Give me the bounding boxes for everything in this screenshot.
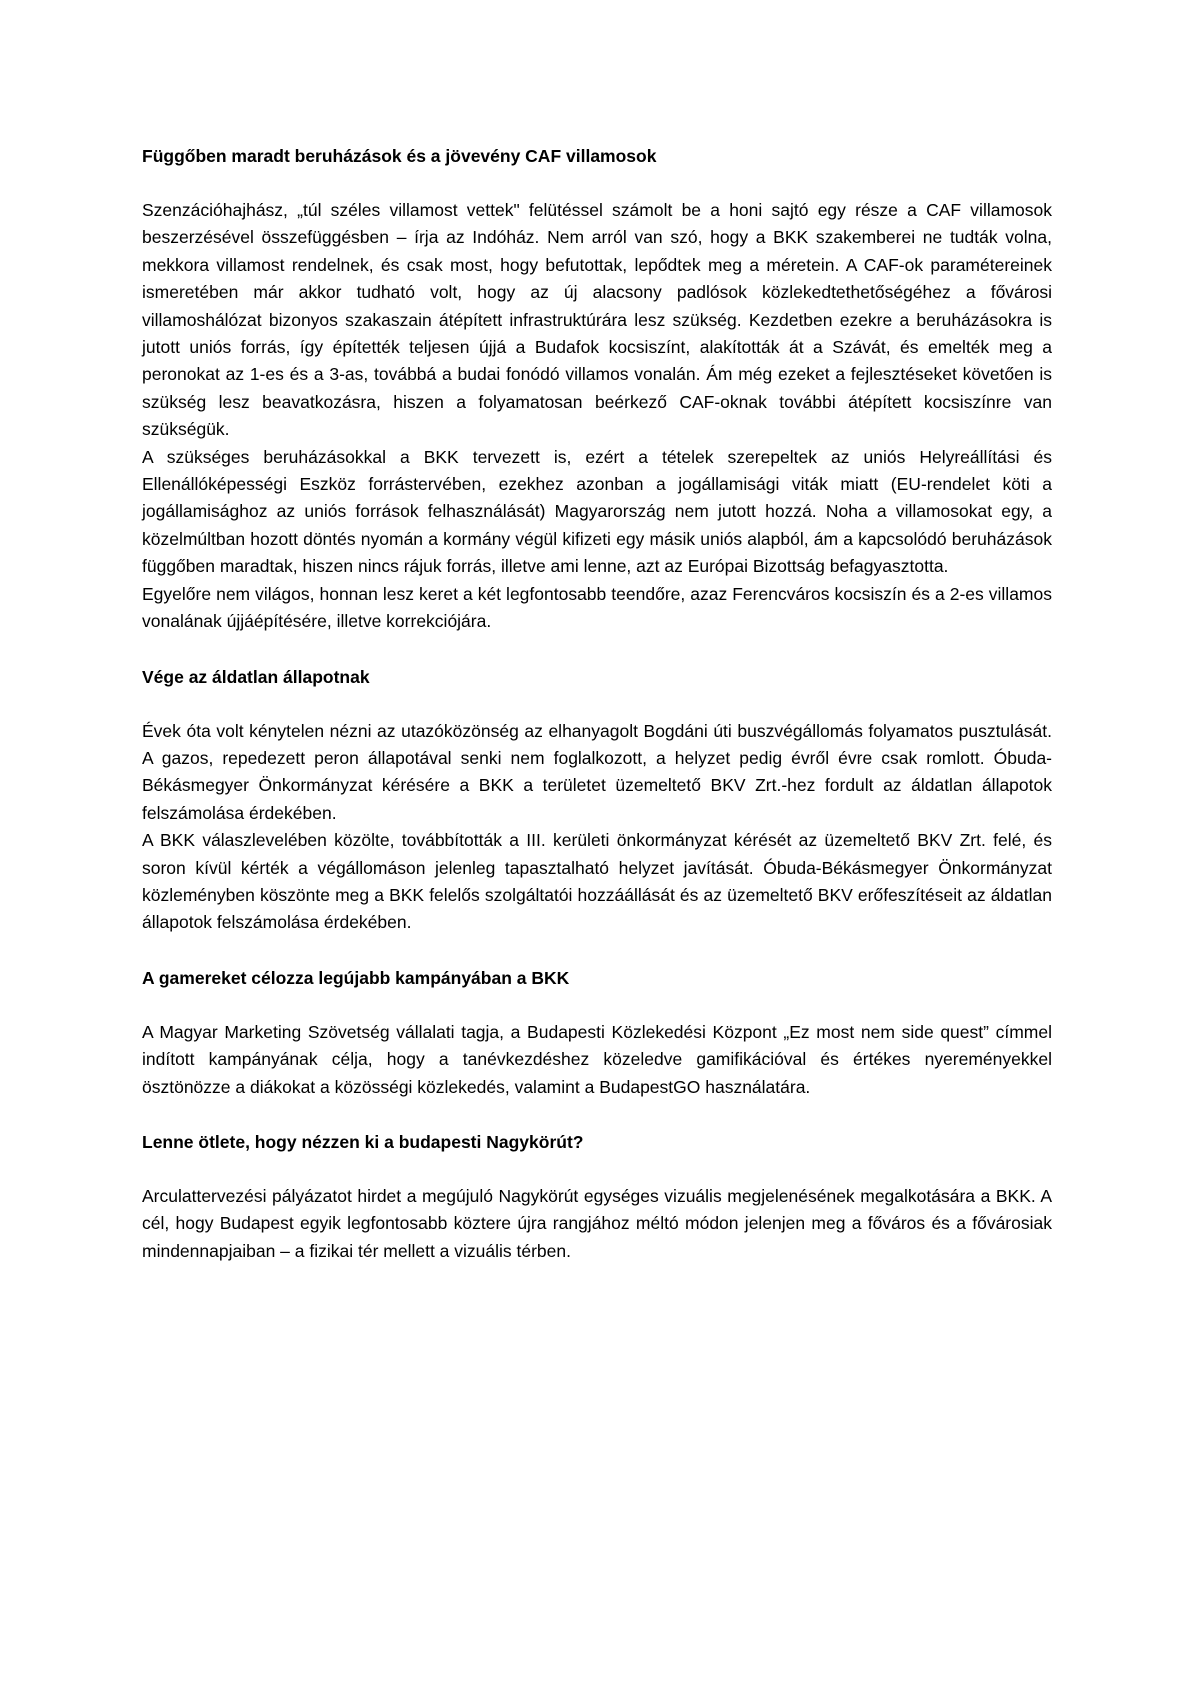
section-heading: A gamereket célozza legújabb kampányában a BKK xyxy=(142,967,570,988)
section-nagykorut xyxy=(142,1128,1052,1265)
document-page xyxy=(142,142,1052,1292)
section-heading: Függőben maradt beruházások és a jövevény CAF villamosok xyxy=(142,146,657,166)
section-heading: Vége az áldatlan állapotnak xyxy=(142,666,370,687)
section-bogdani-terminal xyxy=(142,663,1052,937)
paragraph: A Magyar Marketing Szövetség vállalati tagja, a Budapesti Közlekedési Központ „Ez most nem side quest” címmel indított kampányának célja, hogy a tanévkezdéshez közeledve gamifikációval és értékes nyereményekkel ösztönözze a diákokat a közösségi közlekedés, valamint a BudapestGO használatára. xyxy=(142,1021,1052,1097)
paragraph: Egyelőre nem világos, honnan lesz keret a két legfontosabb teendőre, azaz Ferencváros kocsiszín és a 2-es villamos vonalának újjáépítésére, illetve korrekciójára. xyxy=(142,583,1052,632)
paragraph: A szükséges beruházásokkal a BKK tervezett is, ezért a tételek szerepeltek az uniós Helyreállítási és Ellenállóképességi Eszköz forrástervében, ezekhez azonban a jogállamisági viták miatt (EU-rendelet köti a jogállamisághoz az uniós források felhasználását) Magyarország nem jutott hozzá. Noha a villamosokat egy, a közelmúltban hozott döntés nyomán a kormány végül kifizeti egy másik uniós alapból, ám a kapcsolódó beruházások függőben maradtak, hiszen nincs rájuk forrás, illetve ami lenne, azt az Európai Bizottság befagyasztotta. xyxy=(142,446,1052,577)
section-caf-trams xyxy=(142,142,1052,636)
section-gamer-campaign xyxy=(142,964,1052,1101)
paragraph: Évek óta volt kénytelen nézni az utazóközönség az elhanyagolt Bogdáni úti buszvégállomás folyamatos pusztulását. A gazos, repedezett peron állapotával senki nem foglalkozott, a helyzet pedig évről évre csak romlott. Óbuda-Békásmegyer Önkormányzat kérésére a BKK a területet üzemeltető BKV Zrt.-hez fordult az áldatlan állapotok felszámolása érdekében. xyxy=(142,720,1052,823)
paragraph: Arculattervezési pályázatot hirdet a megújuló Nagykörút egységes vizuális megjelenésének megalkotására a BKK. A cél, hogy Budapest egyik legfontosabb köztere újra rangjához méltó módon jelenjen meg a főváros és a fővárosiak mindennapjaiban – a fizikai tér mellett a vizuális térben. xyxy=(142,1185,1052,1261)
paragraph: A BKK válaszlevelében közölte, továbbították a III. kerületi önkormányzat kérését az üzemeltető BKV Zrt. felé, és soron kívül kérték a végállomáson jelenleg tapasztalható helyzet javítását. Óbuda-Békásmegyer Önkormányzat közleményben köszönte meg a BKK felelős szolgáltatói hozzáállását és az üzemeltető BKV erőfeszítéseit az áldatlan állapotok felszámolása érdekében. xyxy=(142,830,1052,933)
section-heading: Lenne ötlete, hogy nézzen ki a budapesti Nagykörút? xyxy=(142,1131,584,1152)
paragraph: Szenzációhajhász, „túl széles villamost vettek" felütéssel számolt be a honi sajtó egy része a CAF villamosok beszerzésével összefüggésben – írja az Indóház. Nem arról van szó, hogy a BKK szakemberei ne tudták volna, mekkora villamost rendelnek, és csak most, hogy befutottak, lepődtek meg a méretein. A CAF-ok paramétereinek ismeretében már akkor tudható volt, hogy az új alacsony padlósok közlekedtethetőségéhez a fővárosi villamoshálózat bizonyos szakaszain átépített infrastruktúrára lesz szükség. Kezdetben ezekre a beruházásokra is jutott uniós forrás, így építették teljesen újjá a Budafok kocsiszínt, alakították át a Szávát, és emelték meg a peronokat az 1-es és a 3-as, továbbá a budai fonódó villamos vonalán. Ám még ezeket a fejlesztéseket követően is szükség lesz beavatkozásra, hiszen a folyamatosan beérkező CAF-oknak további átépített kocsiszínre van szükségük. xyxy=(142,200,1052,440)
